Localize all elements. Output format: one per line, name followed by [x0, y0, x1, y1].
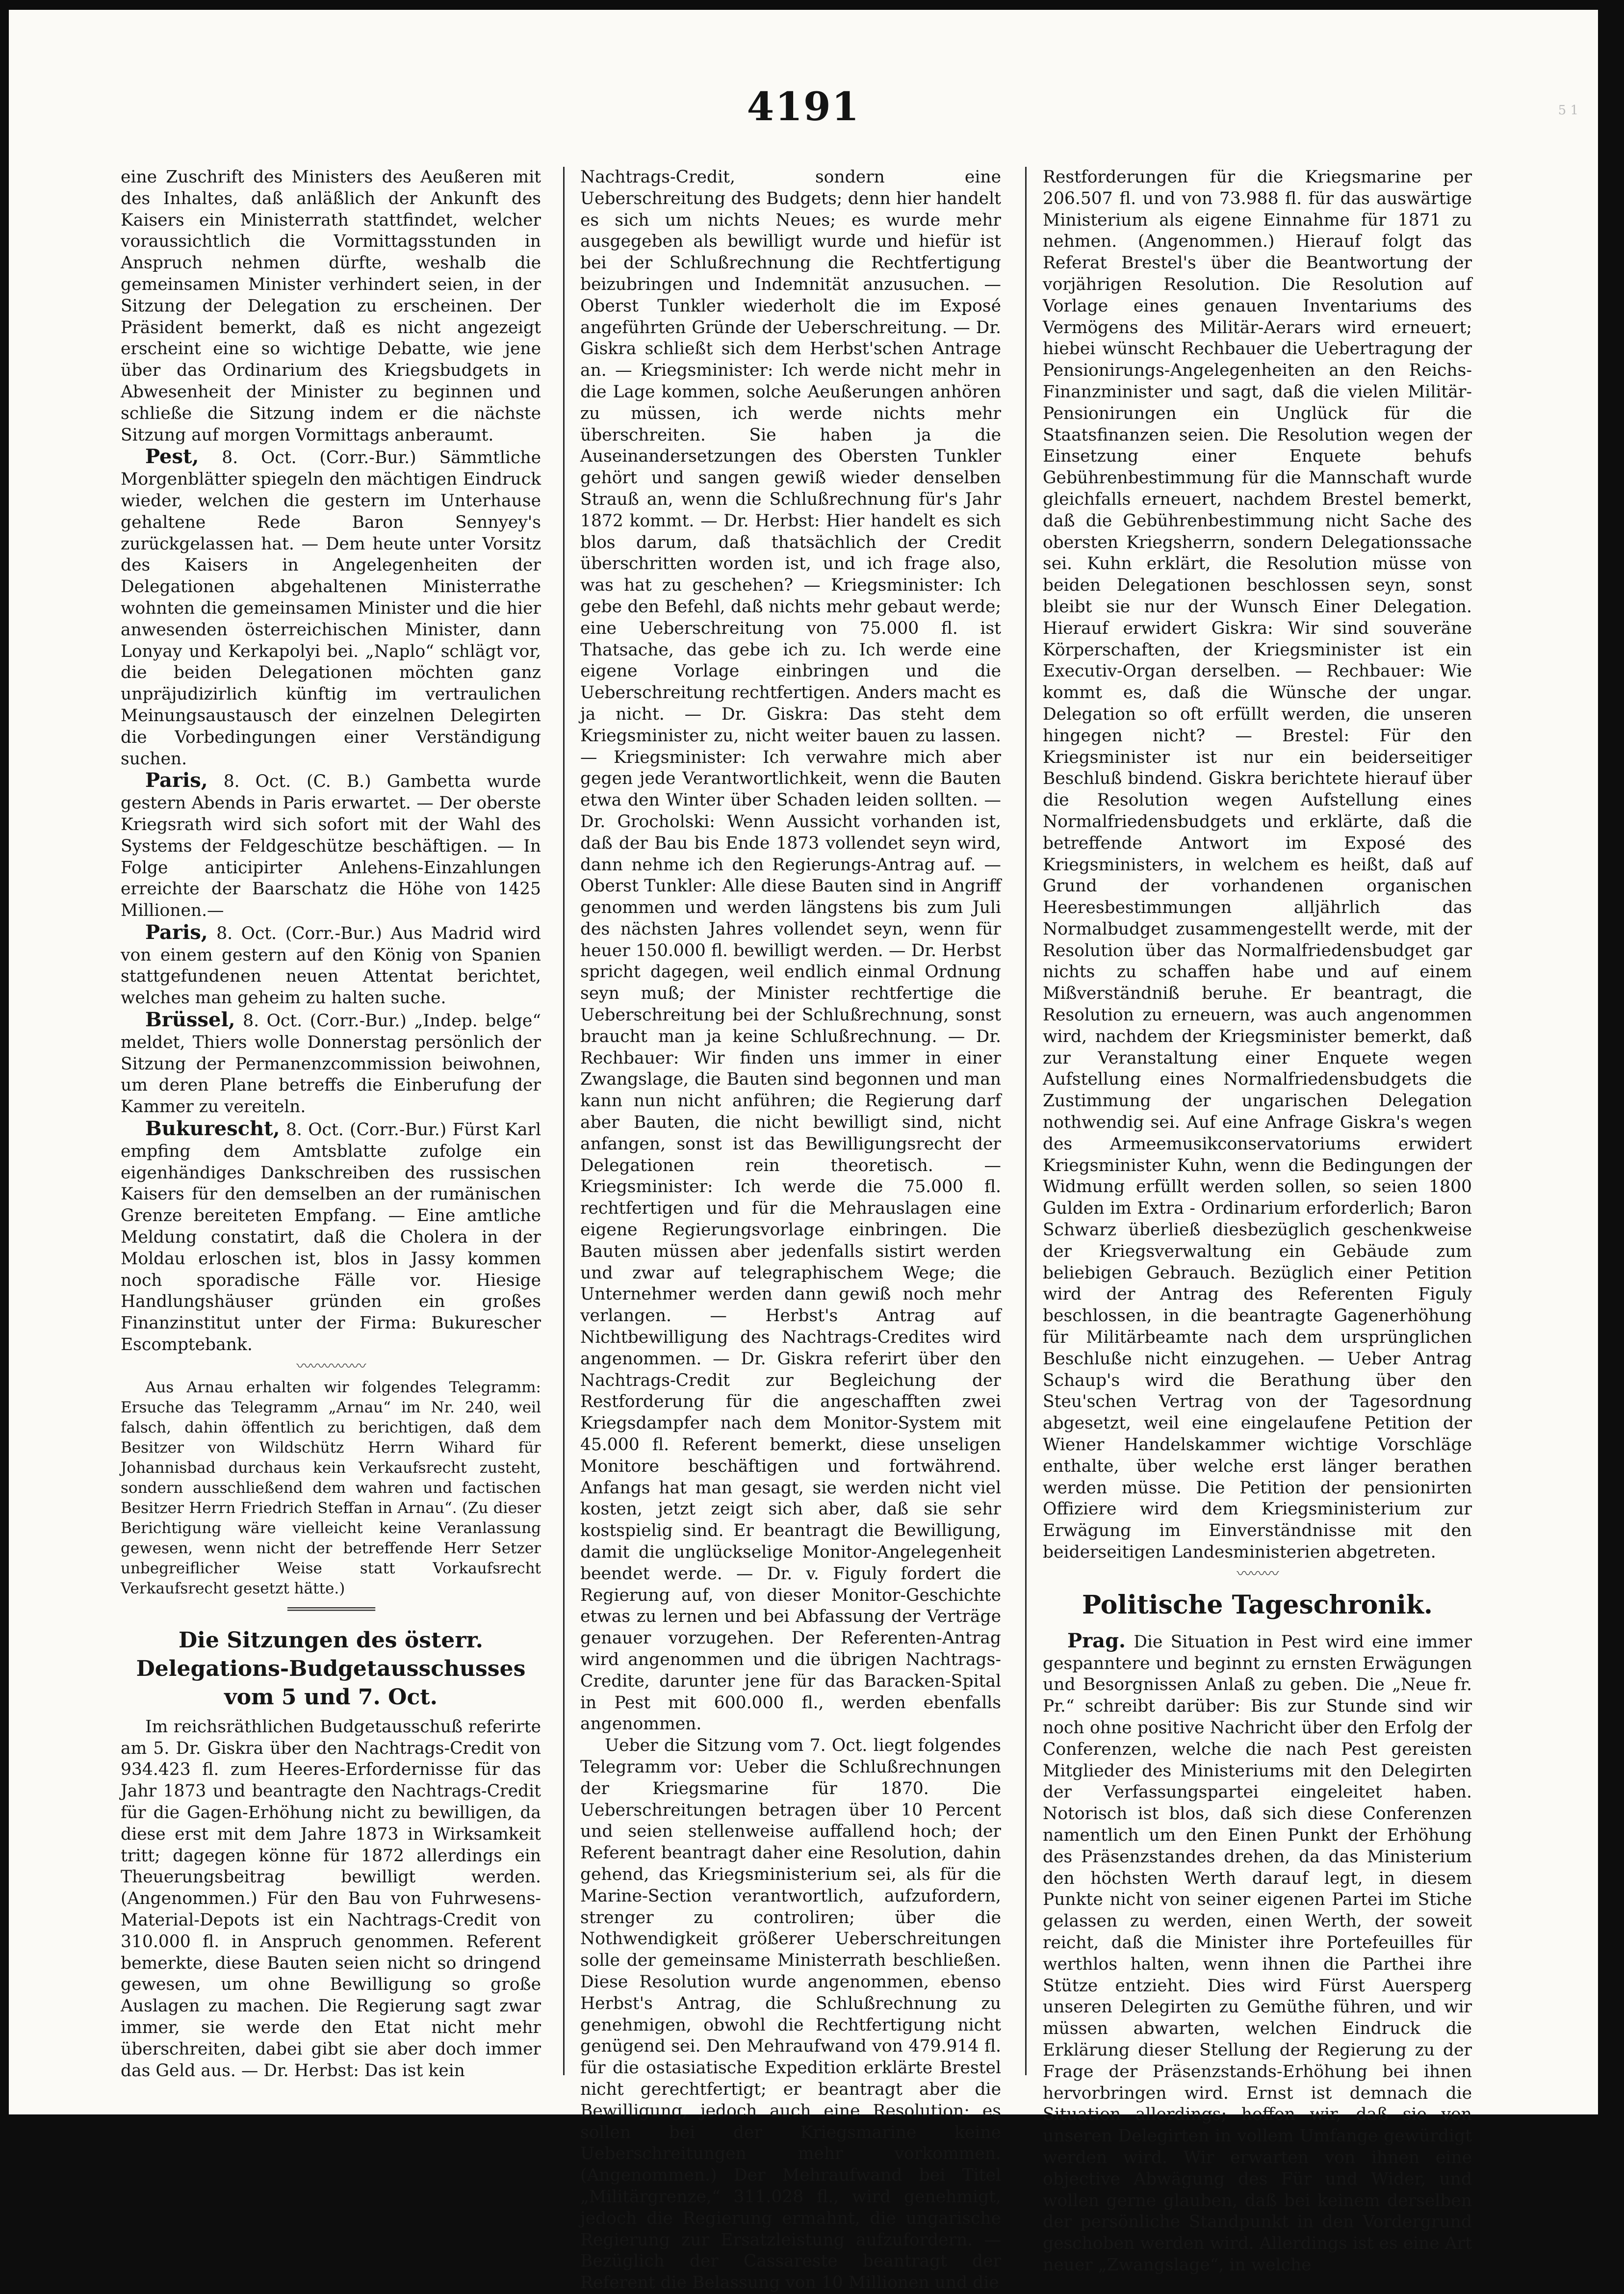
column-3	[1043, 167, 1472, 2275]
dateline-bruessel: Brüssel,	[145, 1008, 235, 1032]
margin-mark: 5 1	[1558, 103, 1578, 118]
dispatch-bruessel	[121, 1009, 541, 1118]
column-rule	[563, 167, 565, 2075]
dispatch-text: 8. Oct. (C. B.) Gambetta wurde gestern Abends in Paris erwartet. — Der oberste Kriegsrath wird sich sofort mit der Wahl des Systems der Feldgeschütze beschäftigen. — In Folge anticipirter Anlehens-Einzahlungen erreichte der Baarschatz die Höhe von 1425 Millionen.—	[121, 772, 541, 921]
dispatch-paris-1	[121, 770, 541, 922]
dispatch-text: 8. Oct. (Corr.-Bur.) Sämmtliche Morgenblätter spiegeln den mächtigen Eindruck wieder, welchen die gestern im Unterhause gehaltene Rede Baron Sennyey's zurückgelassen hat. — Dem heute unter Vorsitz des Kaisers in Angelegenheiten der Delegationen abgehaltenen Ministerrathe wohnten die gemeinsamen Minister und die hier anwesenden österreichischen Minister, dann Lonyay und Kerkapolyi bei. „Naplo“ schlägt vor, die beiden Delegationen möchten ganz unpräjudizirlich künftig im vertraulichen Meinungsaustausch der einzelnen Delegirten die Vorbedingungen einer Verständigung suchen.	[121, 448, 541, 769]
column-2	[580, 167, 1001, 2293]
article-paragraph: Im reichsräthlichen Budgetausschuß referirte am 5. Dr. Giskra über den Nachtrags-Credit von 934.423 fl. zum Heeres-Erfordernisse für das Jahr 1873 und beantragte den Nachtrags-Credit für die Gagen-Erhöhung nicht zu bewilligen, da diese erst mit dem Jahre 1873 in Wirksamkeit tritt; dagegen könne für 1872 allerdings ein Theuerungsbeitrag bewilligt werden. (Angenommen.) Für den Bau von Fuhrwesens-Material-Depots ist ein Nachtrags-Credit von 310.000 fl. in Anspruch genommen. Referent bemerkte, diese Bauten seien nicht so dringend gewesen, um ohne Bewilligung so große Auslagen zu machen. Die Regierung sagt zwar immer, sie werde den Etat nicht mehr überschreiten, dabei gibt sie aber doch immer das Geld aus. — Dr. Herbst: Das ist kein	[121, 1717, 541, 2081]
newspaper-page	[9, 10, 1598, 2293]
article-paragraph: Nachtrags-Credit, sondern eine Ueberschreitung des Budgets; denn hier handelt es sich um nichts Neues; es wurde mehr ausgegeben als bewilligt wurde und hiefür ist bei der Schlußrechnung die Rechtfertigung beizubringen und Indemnität anzusuchen. — Oberst Tunkler wiederholt die im Exposé angeführten Gründe der Ueberschreitung. — Dr. Giskra schließt sich dem Herbst'schen Antrage an. — Kriegsminister: Ich werde nicht mehr in die Lage kommen, solche Aeußerungen anhören zu müssen, ich werde nichts mehr überschreiten. Sie haben ja die Auseinandersetzungen des Obersten Tunkler gehört und sangen gewiß wieder denselben Strauß an, wenn die Schlußrechnung für's Jahr 1872 kommt. — Dr. Herbst: Hier handelt es sich blos darum, daß thatsächlich der Credit überschritten worden ist, und ich frage also, was hat zu geschehen? — Kriegsminister: Ich gebe den Befehl, daß nichts mehr gebaut werde; eine Ueberschreitung von 75.000 fl. ist Thatsache, das gebe ich zu. Ich werde eine eigene Vorlage einbringen und die Ueberschreitung rechtfertigen. Anders macht es ja nicht. — Dr. Giskra: Das steht dem Kriegsminister zu, nicht weiter bauen zu lassen. — Kriegsminister: Ich verwahre mich aber gegen jede Verantwortlichkeit, wenn die Bauten etwa den Winter über Schaden leiden sollten. — Dr. Grocholski: Wenn Aussicht vorhanden ist, daß der Bau bis Ende 1873 vollendet seyn wird, dann nehme ich den Regierungs-Antrag auf. — Oberst Tunkler: Alle diese Bauten sind in Angriff genommen und werden längstens bis zum Juli des nächsten Jahres vollendet seyn, wenn für heuer 150.000 fl. bewilligt werden. — Dr. Herbst spricht dagegen, weil endlich einmal Ordnung seyn muß; der Minister rechtfertige die Ueberschreitung bei der Schlußrechnung, sonst braucht man ja keine Schlußrechnung. — Dr. Rechbauer: Wir finden uns immer in einer Zwangslage, die Bauten sind begonnen und man kann nun nicht anführen; die Regierung darf aber Bauten, die nicht bewilligt sind, nicht anfangen, sonst ist das Bewilligungsrecht der Delegationen rein theoretisch. — Kriegsminister: Ich werde die 75.000 fl. rechtfertigen und für die Mehrauslagen eine eigene Regierungsvorlage einbringen. Die Bauten müssen aber jedenfalls sistirt werden und zwar auf telegraphischem Wege; die Unternehmer werden dann gewiß noch mehr verlangen. — Herbst's Antrag auf Nichtbewilligung des Nachtrags-Credites wird angenommen. — Dr. Giskra referirt über den Nachtrags-Credit zur Begleichung der Restforderung für die angeschafften zwei Kriegsdampfer nach dem Monitor-System mit 45.000 fl. Referent bemerkt, diese unseligen Monitore beschäftigen und fortwährend. Anfangs hat man gesagt, sie werden nicht viel kosten, jetzt zeigt sich aber, daß sie sehr kostspielig sind. Er beantragt die Bewilligung, damit die unglückselige Monitor-Angelegenheit beendet werde. — Dr. v. Figuly fordert die Regierung auf, von dieser Monitor-Geschichte etwas zu lernen und bei Abfassung der Verträge genauer vorzugehen. Der Referenten-Antrag wird angenommen und die übrigen Nachtrags-Credite, darunter jene für das Baracken-Spital in Pest mit 600.000 fl., werden ebenfalls angenommen.	[580, 167, 1001, 1734]
dispatch-text: 8. Oct. (Corr.-Bur.) „Indep. belge“ meldet, Thiers wolle Donnerstag persönlich der Sitzung der Permanenzcommission beiwohnen, um deren Plane betreffs die Einberufung der Kammer zu vereiteln.	[121, 1011, 541, 1117]
article-paragraph: Restforderungen für die Kriegsmarine per 206.507 fl. und von 73.988 fl. für das auswärtige Ministerium als eigene Einnahme für 1871 zu nehmen. (Angenommen.) Hierauf folgt das Referat Brestel's über die Beantwortung der vorjährigen Resolution. Die Resolution auf Vorlage eines genauen Inventariums des Vermögens des Militär-Aerars wird erneuert; hiebei wünscht Rechbauer die Uebertragung der Pensionirungs-Angelegenheiten an den Reichs-Finanzminister und sagt, daß die vielen Militär-Pensionirungen ein Unglück für die Staatsfinanzen seien. Die Resolution wegen der Einsetzung einer Enquete behufs Gebührenbestimmung für die Mannschaft wurde gleichfalls erneuert, nachdem Brestel bemerkt, daß die Gebührenbestimmung nicht Sache des obersten Kriegsherrn, sondern Delegationssache sei. Kuhn erklärt, die Resolution müsse von beiden Delegationen beschlossen seyn, sonst bleibt sie nur der Wunsch Einer Delegation. Hierauf erwidert Giskra: Wir sind souveräne Körperschaften, der Kriegsminister ist ein Executiv-Organ derselben. — Rechbauer: Wie kommt es, daß die Wünsche der ungar. Delegation so oft erfüllt werden, die unseren hingegen nicht? — Brestel: Für den Kriegsminister ist nur ein beiderseitiger Beschluß bindend. Giskra berichtete hierauf über die Resolution wegen Aufstellung eines Normalfriedensbudgets und erklärte, daß die betreffende Antwort im Exposé des Kriegsministers, in welchem es heißt, daß auf Grund der vorhandenen organischen Heeresbestimmungen alljährlich das Normalbudget zusammengestellt werde, mit der Resolution über das Normalfriedensbudget gar nichts zu schaffen habe und auf einem Mißverständniß beruhe. Er beantragt, die Resolution zu erneuern, was auch angenommen wird, nachdem der Kriegsminister bemerkt, daß zur Veranstaltung einer Enquete wegen Aufstellung eines Normalfriedensbudgets die Zustimmung der ungarischen Delegation nothwendig sei. Auf eine Anfrage Giskra's wegen des Armeemusikconservatoriums erwidert Kriegsminister Kuhn, wenn die Bedingungen der Widmung erfüllt werden sollen, so seien 1800 Gulden im Extra - Ordinarium erforderlich; Baron Schwarz überließ diesbezüglich geschenkweise der Kriegsverwaltung ein Gebäude zum beliebigen Gebrauch. Bezüglich einer Petition wird der Antrag des Referenten Figuly beschlossen, in die beantragte Gagenerhöhung für Militärbeamte nach dem ursprünglichen Beschluße nicht einzugehen. — Ueber Antrag Schaup's wird die Berathung über den Steu'schen Vertrag von der Tagesordnung abgesetzt, weil eine eingelaufene Petition der Wiener Handelskammer wichtige Vorschläge enthalte, über welche erst länger berathen werden müsse. Die Petition der pensionirten Offiziere wird dem Kriegsministerium zur Erwägung im Einverständnisse mit den beiderseitigen Landesministerien abgetreten.	[1043, 167, 1472, 1562]
section-divider: ═══════════	[287, 1600, 374, 1618]
page-number: 4191	[747, 83, 860, 130]
dateline-prag: Prag.	[1067, 1629, 1126, 1652]
section-divider: 〰〰〰〰〰	[296, 1357, 365, 1375]
column-1	[121, 167, 541, 2081]
article-paragraph: Ueber die Sitzung vom 7. Oct. liegt folgendes Telegramm vor: Ueber die Schlußrechnungen der Kriegsmarine für 1870. Die Ueberschreitungen betragen über 10 Percent und seien stellenweise auffallend hoch; der Referent beantragt daher eine Resolution, dahin gehend, das Kriegsministerium sei, als für die Marine-Section verantwortlich, aufzufordern, strenger zu controliren; über die Nothwendigkeit größerer Ueberschreitungen solle der gemeinsame Ministerrath beschließen. Diese Resolution wurde angenommen, ebenso Herbst's Antrag, die Schlußrechnung zu genehmigen, obwohl die Rechtfertigung nicht genügend sei. Den Mehraufwand von 479.914 fl. für die ostasiatische Expedition erklärte Brestel nicht gerechtfertigt; er beantragt aber die Bewilligung, jedoch auch eine Resolution: es sollen bei der Kriegsmarine keine Ueberschreitungen mehr vorkommen. (Angenommen.) Der Mehraufwand bei Titel „Militärgrenze,“ 311.028 fl., wird genehmigt, jedoch die Regierung ermahnt, die ungarische Regierung zur Ersatzleistung aufzufordern. — Bezüglich der Cassareste beantragt der Referent die Belassung von 10 Millionen und die	[580, 1736, 1001, 2293]
news-text: Die Situation in Pest wird eine immer gespanntere und beginnt zu ernsten Erwägungen und Besorgnissen Anlaß zu geben. Die „Neue fr. Pr.“ schreibt darüber: Bis zur Stunde sind wir noch ohne positive Nachricht über den Erfolg der Conferenzen, welche die nach Pest gereisten Mitglieder des Ministeriums mit den Delegirten der Verfassungspartei eingeleitet haben. Notorisch ist blos, daß sich diese Conferenzen namentlich um den Einen Punkt der Erhöhung des Präsenzstandes drehen, da das Ministerium den höchsten Werth darauf legt, in diesem Punkte nicht von seiner eigenen Partei im Stiche gelassen zu werden, einen Werth, der soweit reicht, daß die Minister ihre Portefeuilles für werthlos halten, wenn ihnen die Parthei ihre Stütze entzieht. Dies wird Fürst Auersperg unseren Delegirten zu Gemüthe führen, und wir müssen abwarten, welchen Eindruck die Erklärung dieser Stellung der Regierung zu der Frage der Präsenzstands-Erhöhung bei ihnen hervorbringen wird. Ernst ist demnach die Situation allerdings; hoffen wir, daß sie von unseren Delegirten in vollem Umfange gewürdigt werden wird. Wir erwarten von ihnen eine objective Abwägung des Für und Wider, und wollen gerne glauben, daß bei keinem derselben der persönliche Standpunkt in den Vordergrund geschoben werden wird. Allerdings ist es eine Art neuer „Zwangslage“, in welche	[1043, 1632, 1472, 2275]
dateline-bukurescht: Bukurescht,	[145, 1117, 280, 1141]
section-heading: Politische Tageschronik.	[1082, 1590, 1433, 1620]
dispatch-bukurescht	[121, 1118, 541, 1356]
column-rule	[1025, 167, 1027, 2075]
section-divider: 〰〰〰	[1237, 1565, 1278, 1583]
dateline-paris: Paris,	[145, 769, 208, 792]
dispatch-text: 8. Oct. (Corr.-Bur.) Aus Madrid wird von einem gestern auf den König von Spanien stattgefundenen neuen Attentat berichtet, welches man geheim zu halten suche.	[121, 923, 541, 1008]
article-heading: Die Sitzungen des österr. Delegations-Budgetausschusses vom 5 und 7. Oct.	[136, 1627, 526, 1710]
dateline-pest: Pest,	[145, 445, 199, 469]
dispatch-pest	[121, 446, 541, 770]
dispatch-paris-2	[121, 922, 541, 1009]
news-prag	[1043, 1630, 1472, 2276]
column-1-paragraph: eine Zuschrift des Ministers des Aeußeren mit des Inhaltes, daß anläßlich der Ankunft des Kaisers ein Ministerrath stattfindet, welcher voraussichtlich die Vormittagsstunden in Anspruch nehmen dürfte, weshalb die gemeinsamen Minister verhindert seien, in der Sitzung der Delegation zu erscheinen. Der Präsident bemerkt, daß es nicht angezeigt erscheint eine so wichtige Debatte, wie jene über das Ordinarium des Kriegsbudgets in Abwesenheit der Minister zu beginnen und schließe die Sitzung indem er die nächste Sitzung auf morgen Vormittags anberaumt.	[121, 167, 541, 445]
telegram-notice: Aus Arnau erhalten wir folgendes Telegramm: Ersuche das Telegramm „Arnau“ im Nr. 240, weil falsch, dahin öffentlich zu berichtigen, daß dem Besitzer von Wildschütz Herrn Wihard für Johannisbad durchaus kein Verkaufsrecht zusteht, sondern ausschließend dem wahren und factischen Besitzer Herrn Friedrich Steffan in Arnau“. (Zu dieser Berichtigung wäre vielleicht keine Veranlassung gewesen, wenn nicht der betreffende Herr Setzer unbegreiflicher Weise statt Vorkaufsrecht Verkaufsrecht gesetzt hätte.)	[121, 1378, 541, 1597]
dispatch-text: 8. Oct. (Corr.-Bur.) Fürst Karl empfing dem Amtsblatte zufolge ein eigenhändiges Dankschreiben des russischen Kaisers für den demselben an der rumänischen Grenze bereiteten Empfang. — Eine amtliche Meldung constatirt, daß die Cholera in der Moldau erloschen ist, blos in Jassy kommen noch sporadische Fälle vor. Hiesige Handlungshäuser gründen ein großes Finanzinstitut unter der Firma: Bukurescher Escomptebank.	[121, 1120, 541, 1355]
dateline-paris: Paris,	[145, 920, 208, 944]
